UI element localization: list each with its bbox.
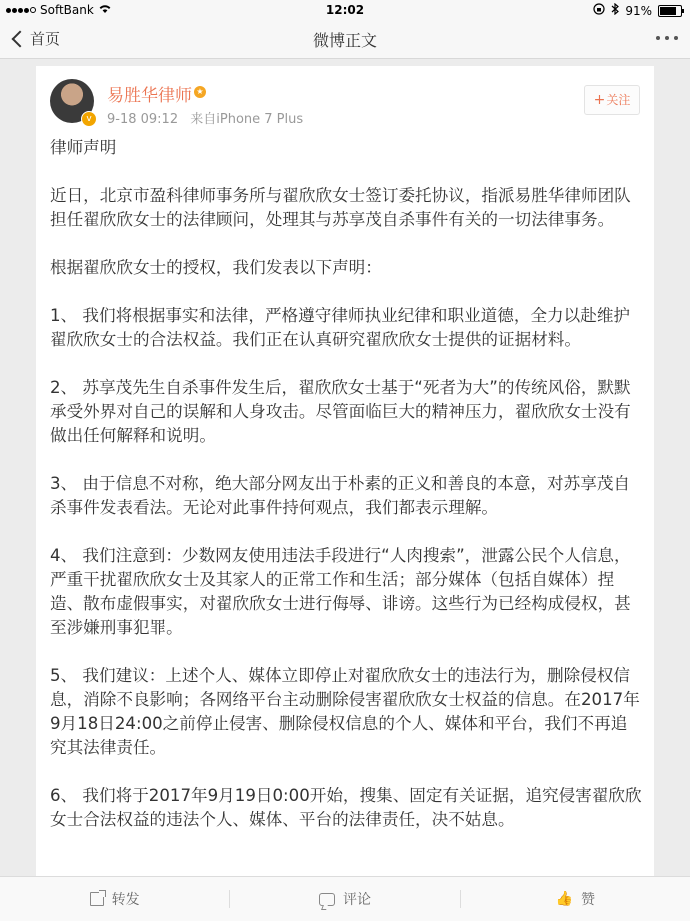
navigation-bar <box>0 20 690 59</box>
post-paragraph: 律师声明 <box>50 138 117 157</box>
repost-label: 转发 <box>111 892 140 908</box>
post-paragraph: 2、 苏享茂先生自杀事件发生后，翟欣欣女士基于“死者为大”的传统风俗，默默承受外界对自己的误解和人身攻击。尽管面临巨大的精神压力，翟欣欣女士没有做出任何解释和说明。 <box>50 378 631 445</box>
post-paragraph: 5、 我们建议：上述个人、媒体立即停止对翟欣欣女士的违法行为，删除侵权信息，消除不良影响；各网络平台主动删除侵害翟欣欣女士权益的信息。在2017年9月18日24:00之前停止侵害、删除侵权信息的个人、媒体和平台，我们不再追究其法律责任。 <box>50 666 640 757</box>
like-button[interactable] <box>461 877 690 921</box>
status-bar <box>0 0 690 20</box>
post-source: 来自iPhone 7 Plus <box>190 112 304 127</box>
post-paragraph: 1、 我们将根据事实和法律，严格遵守律师执业纪律和职业道德，全力以赴维护翟欣欣女士的合法权益。我们正在认真研究翟欣欣女士提供的证据材料。 <box>50 306 631 349</box>
orientation-lock-icon <box>593 3 605 18</box>
carrier-name: SoftBank <box>40 3 94 17</box>
post-paragraph: 根据翟欣欣女士的授权，我们发表以下声明： <box>50 258 382 277</box>
plus-icon: + <box>593 92 606 108</box>
thumbs-up-icon: 👍 <box>555 891 574 907</box>
comment-label: 评论 <box>342 892 371 908</box>
vip-icon: ★ <box>194 86 206 98</box>
battery-icon <box>658 5 682 17</box>
post-body <box>50 136 642 856</box>
page-title: 微博正文 <box>312 31 377 50</box>
status-indicators <box>593 3 682 18</box>
post-paragraph: 4、 我们注意到：少数网友使用违法手段进行“人肉搜索”，泄露公民个人信息，严重干扰翟欣欣女士及其家人的正常工作和生活；部分媒体（包括自媒体）捏造、散布虚假事实，对翟欣欣女士进行侮辱、诽谤。这些行为已经构成侵权，甚至涉嫌刑事犯罪。 <box>50 546 631 637</box>
repost-button[interactable] <box>0 877 229 921</box>
bluetooth-icon <box>611 3 619 18</box>
post-paragraph: 近日，北京市盈科律师事务所与翟欣欣女士签订委托协议，指派易胜华律师团队担任翟欣欣女士的法律顾问，处理其与苏享茂自杀事件有关的一切法律事务。 <box>50 186 631 229</box>
like-label: 赞 <box>581 892 596 908</box>
status-time: 12:02 <box>325 3 365 17</box>
comment-icon <box>319 893 335 906</box>
bottom-toolbar <box>0 876 690 921</box>
post-paragraph: 3、 由于信息不对称，绝大部分网友出于朴素的正义和善良的本意，对苏享茂自杀事件发表看法。无论对此事件持何观点，我们都表示理解。 <box>50 474 631 517</box>
post-date: 9-18 09:12 <box>107 112 179 127</box>
post-meta <box>107 108 303 127</box>
follow-label: 关注 <box>606 93 631 107</box>
post-card <box>36 66 654 876</box>
back-label: 首页 <box>30 30 61 48</box>
follow-button[interactable] <box>584 85 640 115</box>
post-paragraph: 6、 我们将于2017年9月19日0:00开始，搜集、固定有关证据，追究侵害翟欣欣女士合法权益的违法个人、媒体、平台的法律责任，决不姑息。 <box>50 786 642 829</box>
user-name[interactable]: 易胜华律师 <box>107 86 192 106</box>
battery-percent: 91% <box>625 3 652 18</box>
verified-icon: v <box>81 111 97 127</box>
comment-button[interactable] <box>230 877 459 921</box>
repost-icon <box>90 892 104 906</box>
more-options-icon[interactable] <box>656 36 678 40</box>
